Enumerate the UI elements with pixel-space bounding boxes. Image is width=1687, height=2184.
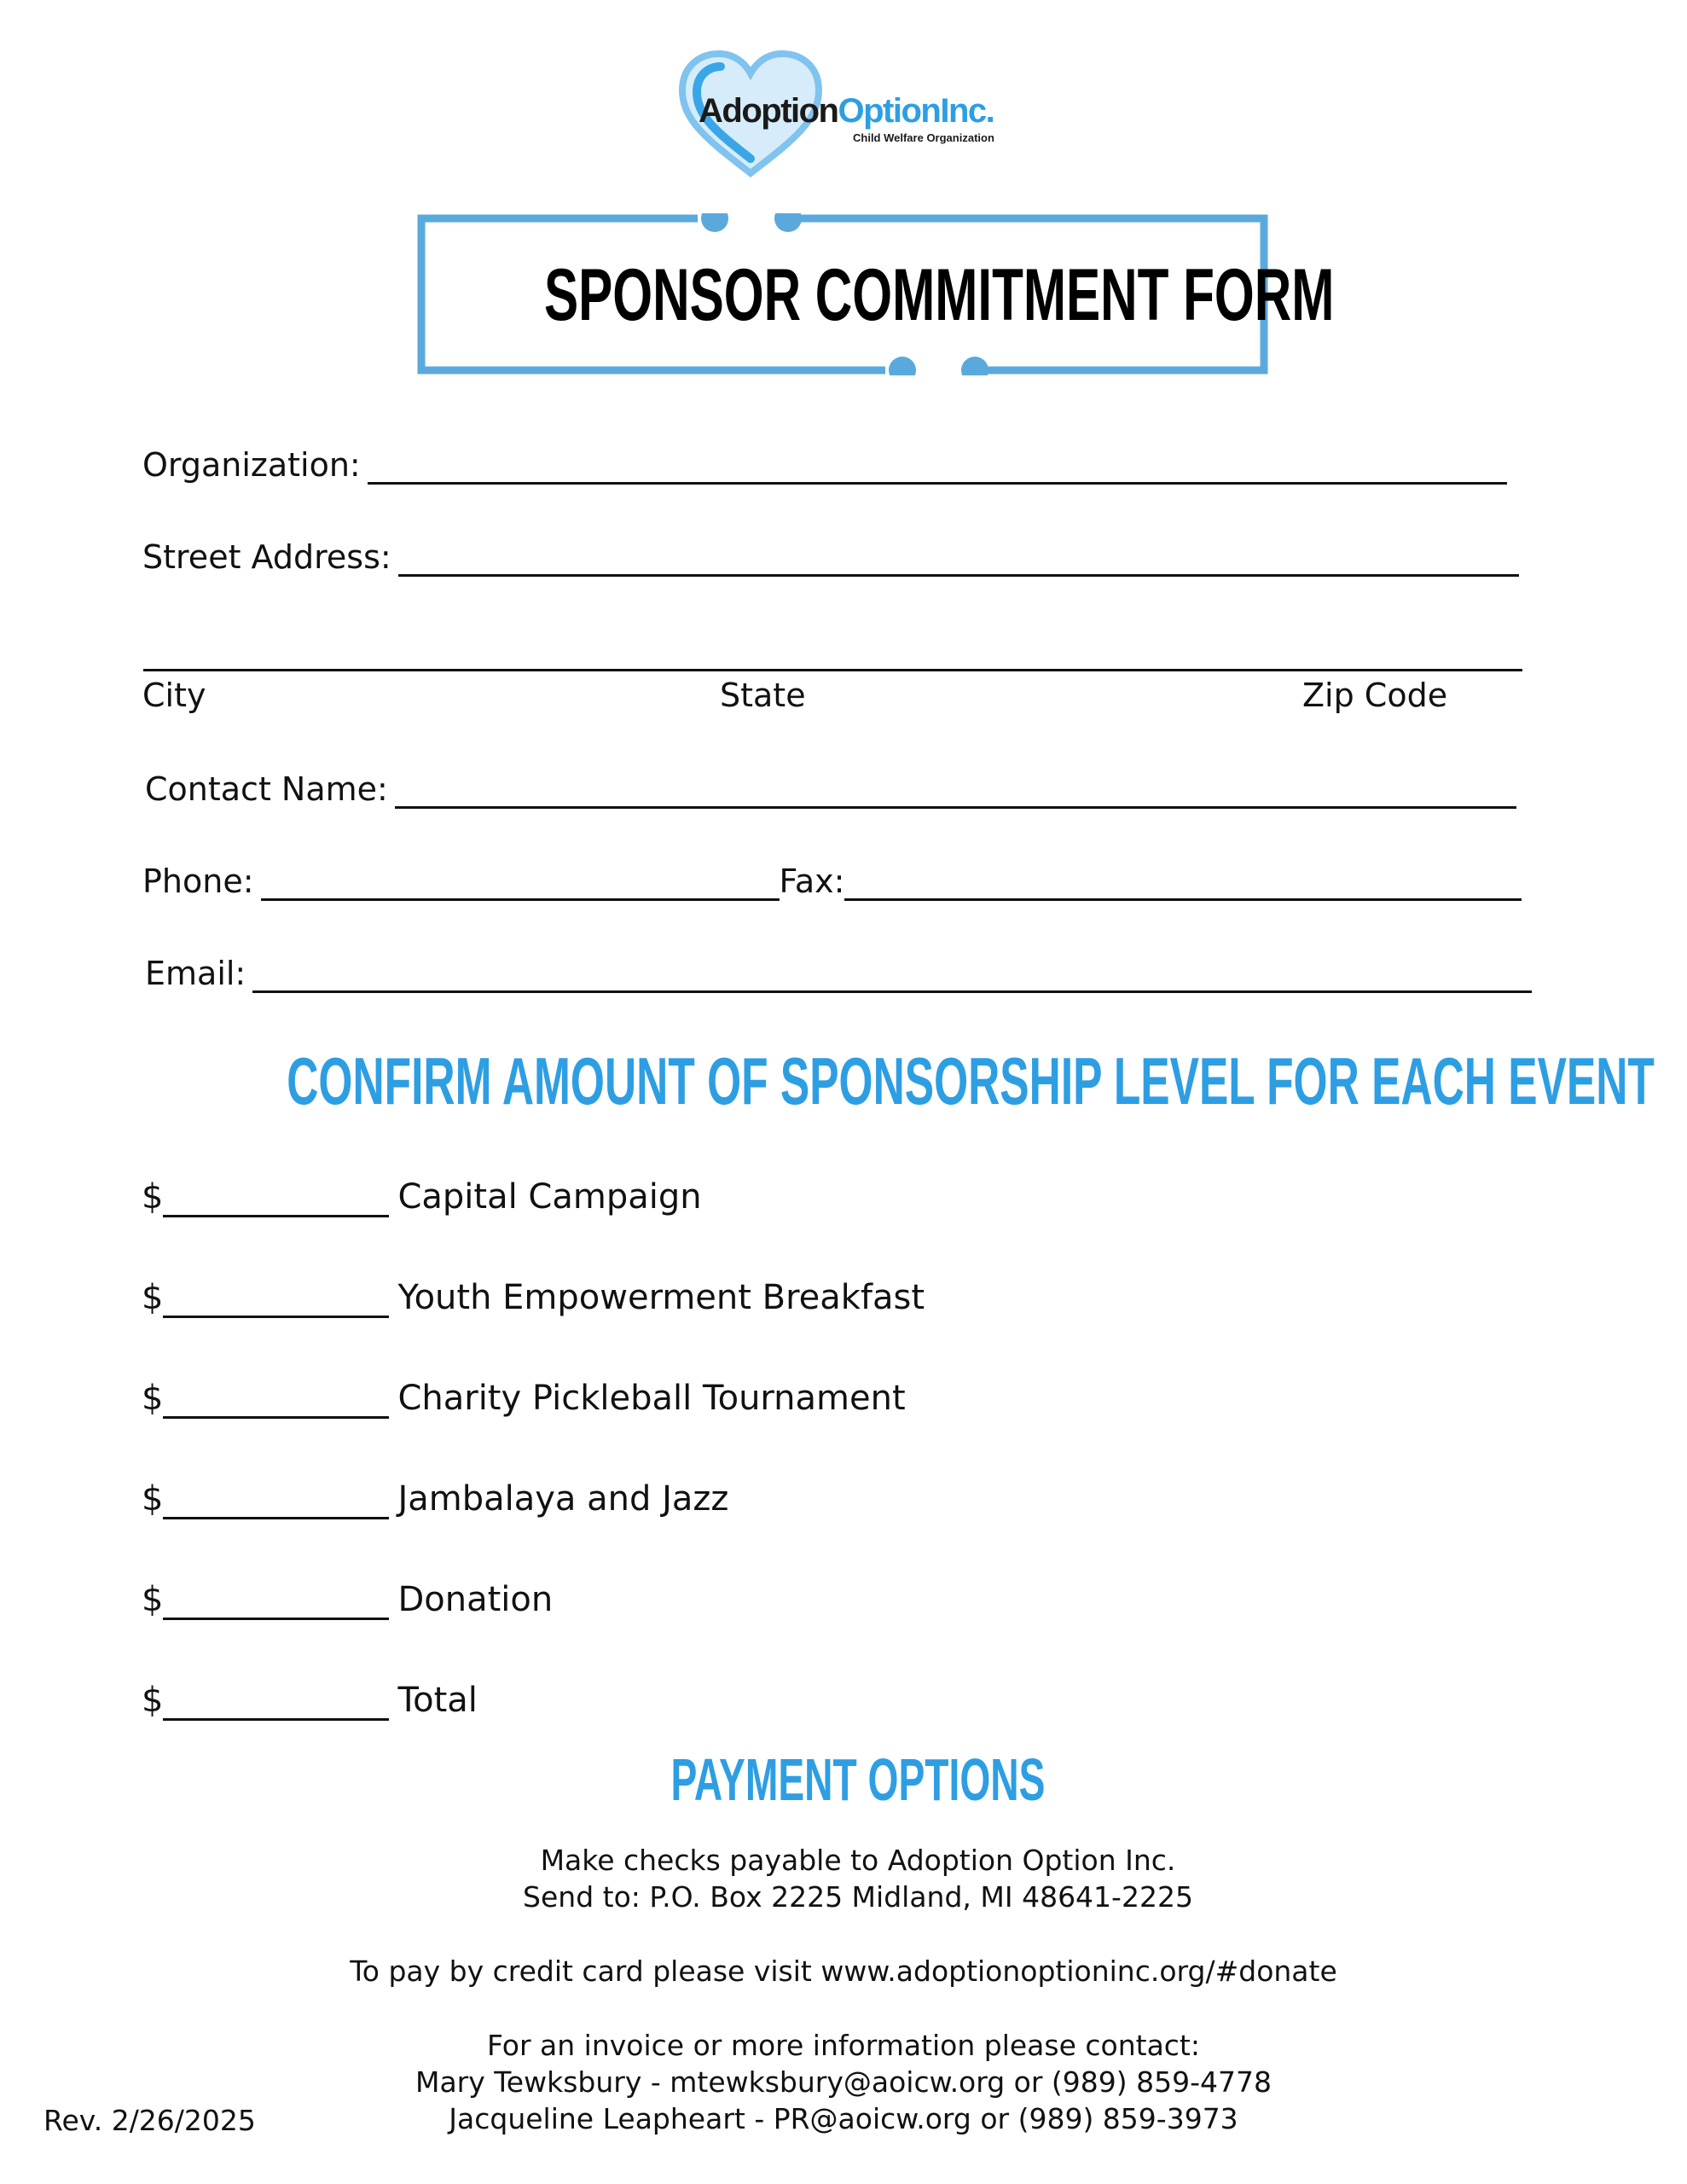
- sponsor-row-donation[interactable]: [142, 1576, 553, 1620]
- dollar-sign: $: [142, 1580, 164, 1619]
- fax-label: Fax:: [779, 863, 845, 900]
- event-label: Total: [397, 1681, 478, 1720]
- event-label: Youth Empowerment Breakfast: [397, 1278, 925, 1317]
- sponsor-row-capital-campaign[interactable]: [142, 1173, 702, 1217]
- mailing-address-text: Send to: P.O. Box 2225 Midland, MI 48641-2225: [523, 1880, 1193, 1914]
- logo-wordmark: AdoptionOptionInc.: [699, 92, 994, 130]
- street-address-label: Street Address:: [142, 538, 391, 576]
- payment-heading: PAYMENT OPTIONS: [670, 1746, 1046, 1813]
- dollar-sign: $: [142, 1479, 164, 1519]
- dollar-sign: $: [142, 1278, 164, 1317]
- invoice-info-text: For an invoice or more information please contact:: [487, 2029, 1200, 2062]
- sponsor-row-pickleball[interactable]: [142, 1374, 906, 1419]
- amount-input-line[interactable]: [163, 1285, 389, 1318]
- event-label: Jambalaya and Jazz: [397, 1479, 729, 1519]
- amount-input-line[interactable]: [163, 1486, 389, 1519]
- amount-input-line[interactable]: [163, 1385, 389, 1419]
- dollar-sign: $: [142, 1177, 164, 1217]
- sponsor-row-total[interactable]: [142, 1676, 478, 1721]
- credit-card-text: To pay by credit card please visit www.adoptionoptioninc.org/#donate: [350, 1955, 1337, 1988]
- city-state-zip-input-line[interactable]: [143, 628, 1522, 671]
- contact-name-field[interactable]: [145, 768, 1516, 809]
- dollar-sign: $: [142, 1681, 164, 1720]
- street-address-field[interactable]: [142, 536, 1519, 577]
- title-frame: [416, 213, 1335, 375]
- zip-code-label: Zip Code: [1302, 677, 1448, 714]
- contact-jacqueline-text: Jacqueline Leapheart - PR@aoicw.org or (989) 859-3973: [449, 2102, 1238, 2135]
- contact-name-label: Contact Name:: [145, 770, 388, 808]
- state-label: State: [720, 677, 806, 714]
- checks-payable-text: Make checks payable to Adoption Option Inc.: [540, 1844, 1176, 1877]
- phone-input-line[interactable]: [261, 869, 780, 901]
- organization-field[interactable]: [142, 444, 1507, 485]
- sponsorship-heading: CONFIRM AMOUNT OF SPONSORSHIP LEVEL FOR EACH EVENT: [287, 1043, 1655, 1118]
- amount-input-line[interactable]: [163, 1184, 389, 1217]
- contact-mary-text: Mary Tewksbury - mtewksbury@aoicw.org or (989) 859-4778: [415, 2065, 1272, 2099]
- sponsor-row-jambalaya-jazz[interactable]: [142, 1475, 728, 1519]
- amount-input-line[interactable]: [163, 1587, 389, 1620]
- organization-input-line[interactable]: [368, 453, 1507, 485]
- page-title: SPONSOR COMMITMENT FORM: [544, 254, 1335, 336]
- logo-tagline: Child Welfare Organization: [853, 131, 994, 144]
- email-label: Email:: [145, 955, 246, 992]
- street-address-input-line[interactable]: [398, 545, 1519, 577]
- email-input-line[interactable]: [252, 961, 1532, 993]
- phone-label: Phone:: [142, 863, 254, 900]
- sponsor-row-youth-breakfast[interactable]: [142, 1274, 925, 1318]
- event-label: Donation: [397, 1580, 554, 1619]
- event-label: Capital Campaign: [397, 1177, 702, 1217]
- city-label: City: [142, 677, 206, 714]
- event-label: Charity Pickleball Tournament: [397, 1379, 906, 1418]
- dollar-sign: $: [142, 1379, 164, 1418]
- contact-name-input-line[interactable]: [395, 777, 1516, 809]
- logo: [678, 49, 1019, 177]
- fax-input-line[interactable]: [844, 869, 1522, 901]
- revision-date: Rev. 2/26/2025: [43, 2104, 256, 2137]
- amount-input-line[interactable]: [163, 1687, 389, 1721]
- email-field[interactable]: [145, 952, 1532, 993]
- phone-fax-field[interactable]: [142, 860, 1522, 901]
- organization-label: Organization:: [142, 446, 361, 484]
